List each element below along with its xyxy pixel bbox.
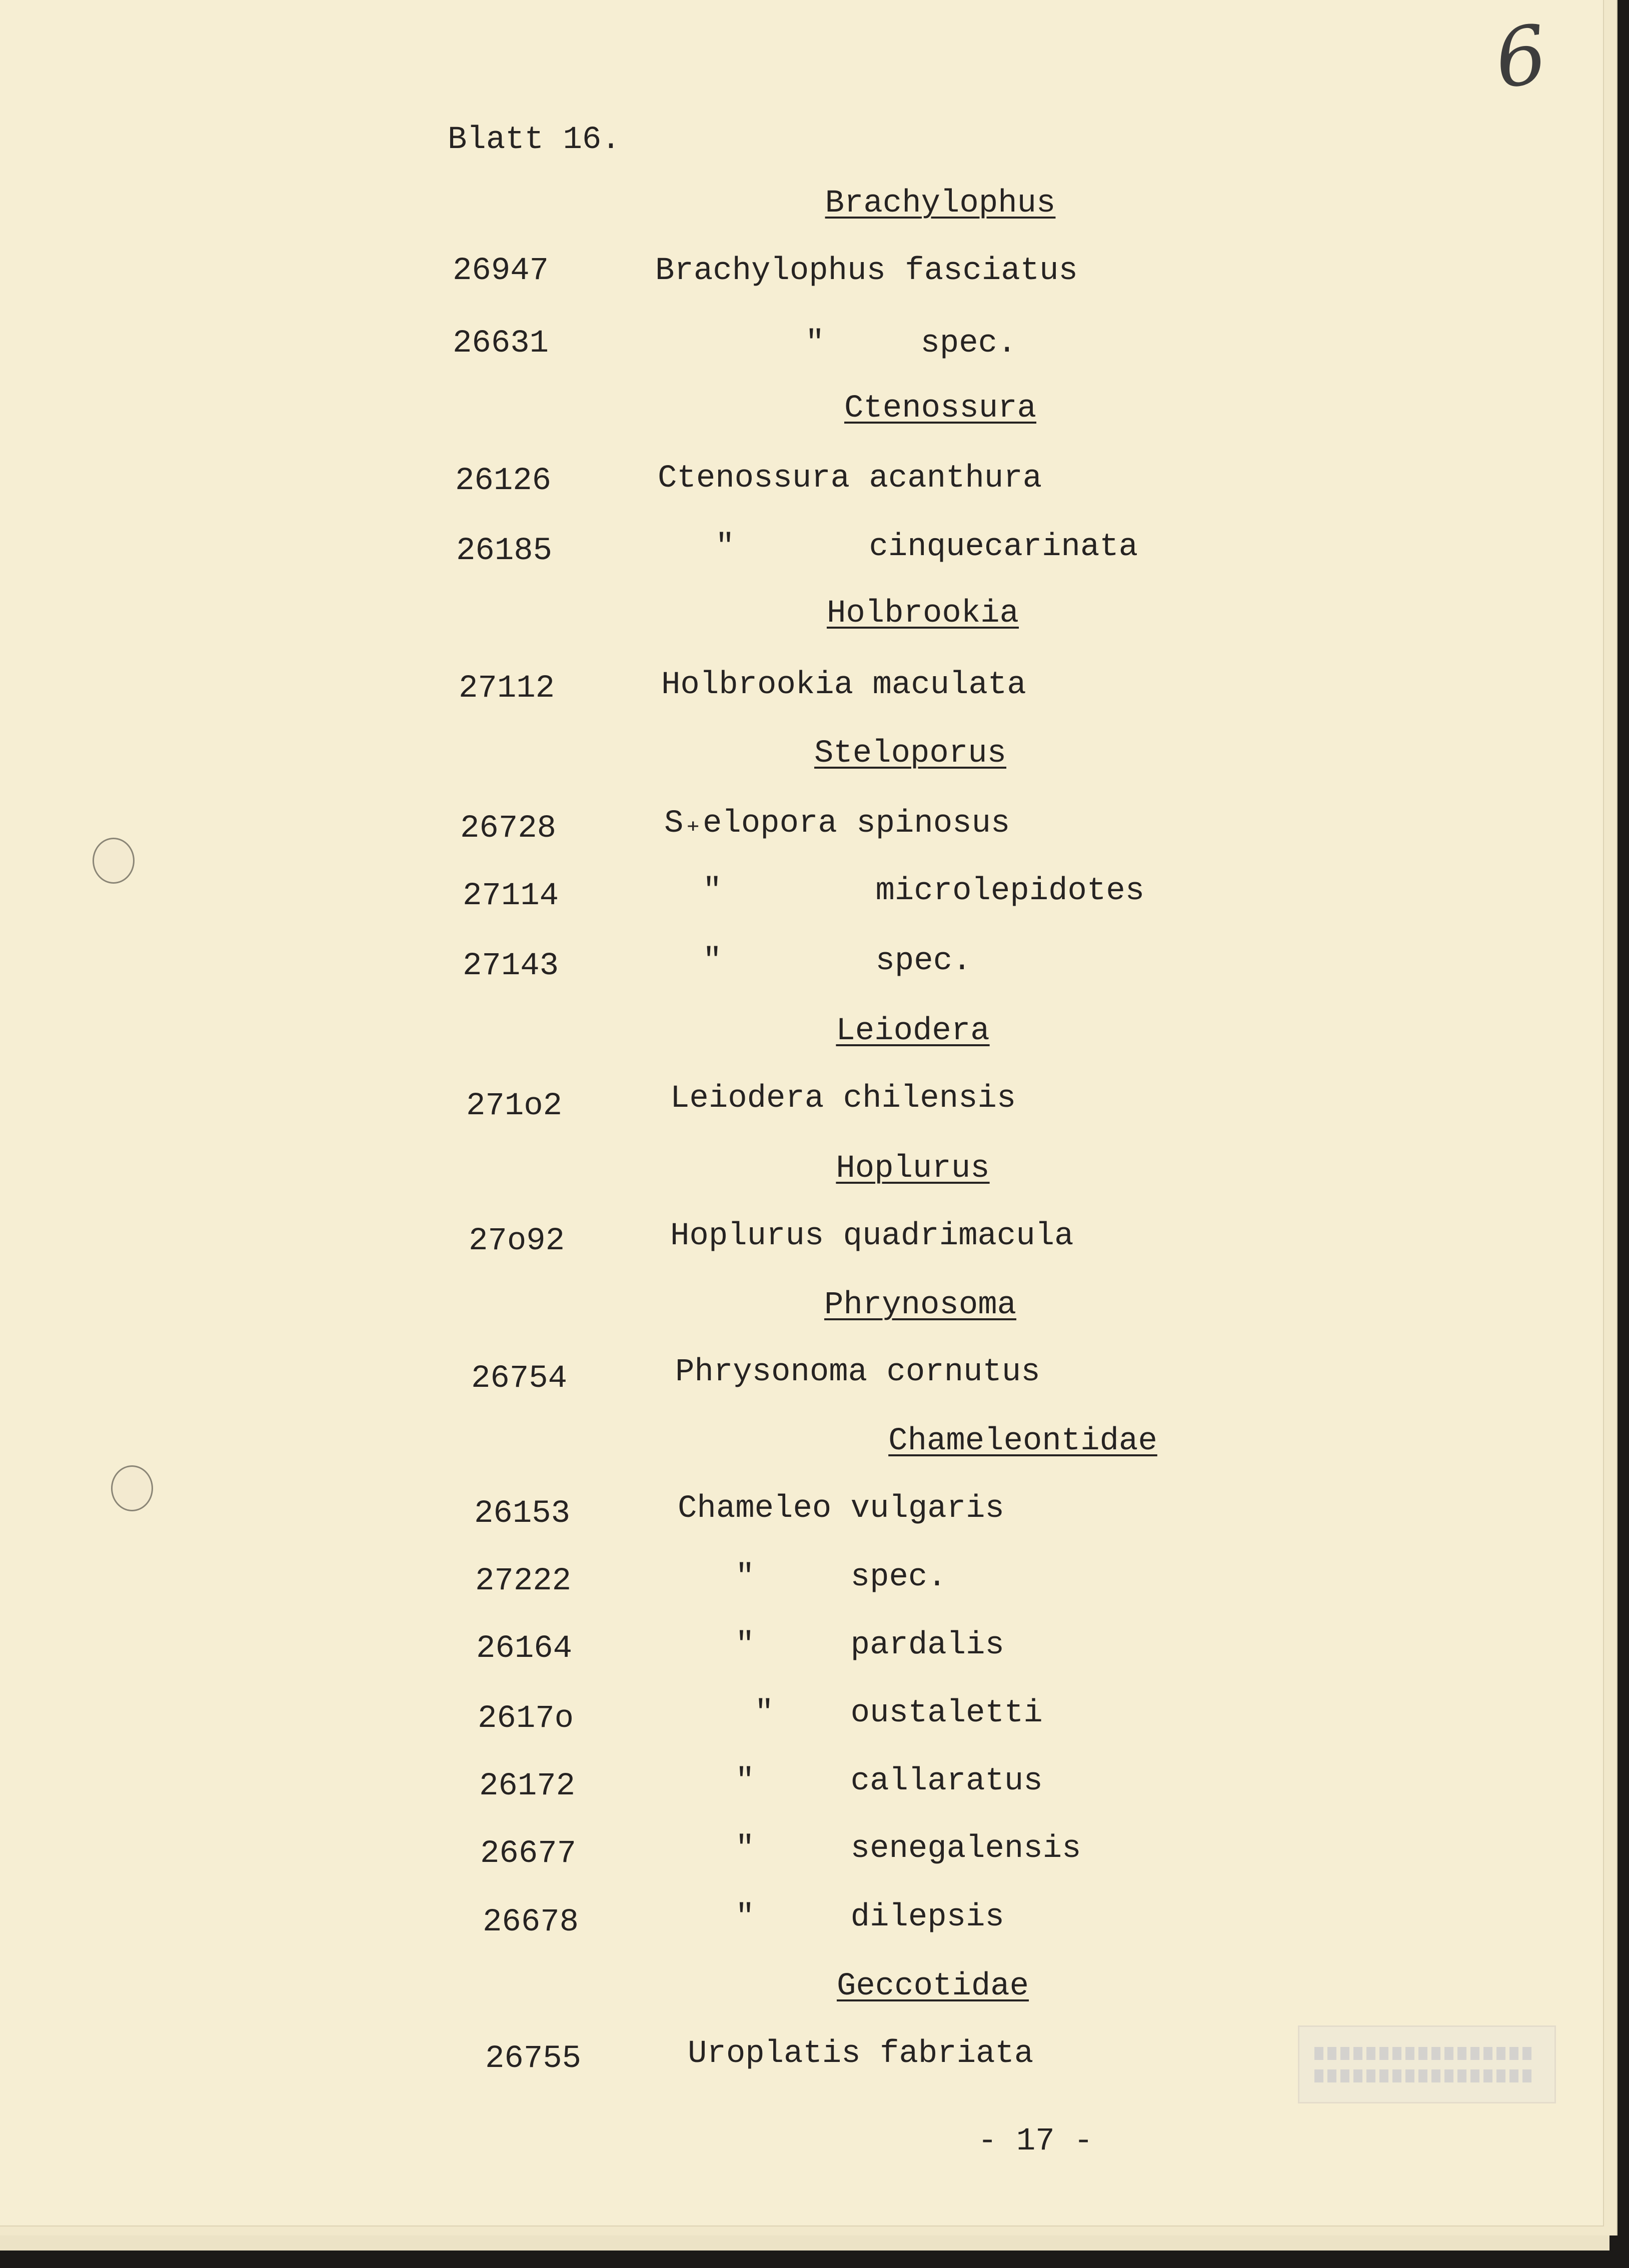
species-name: " oustaletti bbox=[678, 1695, 1043, 1731]
catalog-number: 26677 bbox=[480, 1836, 577, 1872]
genus-heading: Leiodera bbox=[836, 1013, 990, 1049]
catalog-number: 26947 bbox=[453, 253, 549, 289]
species-name: " cinquecarinata bbox=[658, 529, 1138, 565]
genus-heading: Holbrookia bbox=[826, 596, 1019, 632]
genus-heading: Hoplurus bbox=[836, 1151, 990, 1187]
species-name: Uroplatis fabriata bbox=[688, 2036, 1034, 2072]
species-name: " microlepidotes bbox=[664, 873, 1145, 909]
species-name: S₊elopora spinosus bbox=[664, 806, 1010, 842]
species-name: " pardalis bbox=[678, 1627, 1004, 1663]
catalog-number: 26728 bbox=[460, 811, 557, 847]
species-name: " spec. bbox=[678, 1559, 947, 1595]
genus-heading: Steloporus bbox=[814, 736, 1007, 772]
species-name: Brachylophus fasciatus bbox=[655, 253, 1078, 289]
catalog-number: 27112 bbox=[459, 671, 555, 707]
catalog-number: 27143 bbox=[463, 948, 559, 984]
species-name: " dilepsis bbox=[678, 1899, 1004, 1935]
species-name: Chameleo vulgaris bbox=[678, 1491, 1004, 1527]
catalog-number: 271o2 bbox=[466, 1088, 563, 1124]
catalog-number: 26678 bbox=[483, 1904, 579, 1940]
genus-heading: Ctenossura bbox=[844, 391, 1037, 427]
species-name: " spec. bbox=[664, 943, 972, 979]
punch-hole bbox=[93, 838, 135, 884]
catalog-number: 26755 bbox=[485, 2041, 582, 2077]
genus-heading: Brachylophus bbox=[825, 186, 1056, 222]
catalog-number: 27222 bbox=[475, 1563, 572, 1599]
page-number-footer: - 17 - bbox=[978, 2123, 1093, 2159]
catalog-number: 26126 bbox=[455, 463, 552, 499]
genus-heading: Geccotidae bbox=[836, 1968, 1029, 2004]
corner-page-mark: 6 bbox=[1489, 7, 1553, 107]
species-name: " spec. bbox=[805, 326, 1017, 362]
genus-heading: Chameleontidae bbox=[888, 1423, 1157, 1459]
species-name: Leiodera chilensis bbox=[670, 1081, 1016, 1117]
faded-stamp bbox=[1298, 2025, 1556, 2103]
catalog-number: 26754 bbox=[471, 1361, 568, 1397]
catalog-number: 26164 bbox=[476, 1631, 573, 1667]
species-name: Phrysonoma cornutus bbox=[675, 1354, 1040, 1390]
catalog-number: 2617o bbox=[478, 1701, 574, 1737]
catalog-number: 26185 bbox=[456, 533, 553, 569]
species-name: Holbrookia maculata bbox=[661, 667, 1026, 703]
catalog-number: 26153 bbox=[474, 1496, 571, 1532]
species-name: " senegalensis bbox=[678, 1831, 1081, 1867]
species-name: Hoplurus quadrimacula bbox=[670, 1218, 1074, 1254]
catalog-number: 26172 bbox=[479, 1768, 576, 1804]
catalog-number: 27o92 bbox=[469, 1223, 565, 1259]
catalog-number: 27114 bbox=[463, 878, 559, 914]
genus-heading: Phrynosoma bbox=[824, 1287, 1017, 1323]
catalog-number: 26631 bbox=[453, 326, 549, 362]
species-name: " callaratus bbox=[678, 1763, 1043, 1799]
species-name: Ctenossura acanthura bbox=[658, 461, 1042, 497]
punch-hole bbox=[111, 1465, 153, 1511]
sheet-label: Blatt 16. bbox=[448, 122, 621, 158]
